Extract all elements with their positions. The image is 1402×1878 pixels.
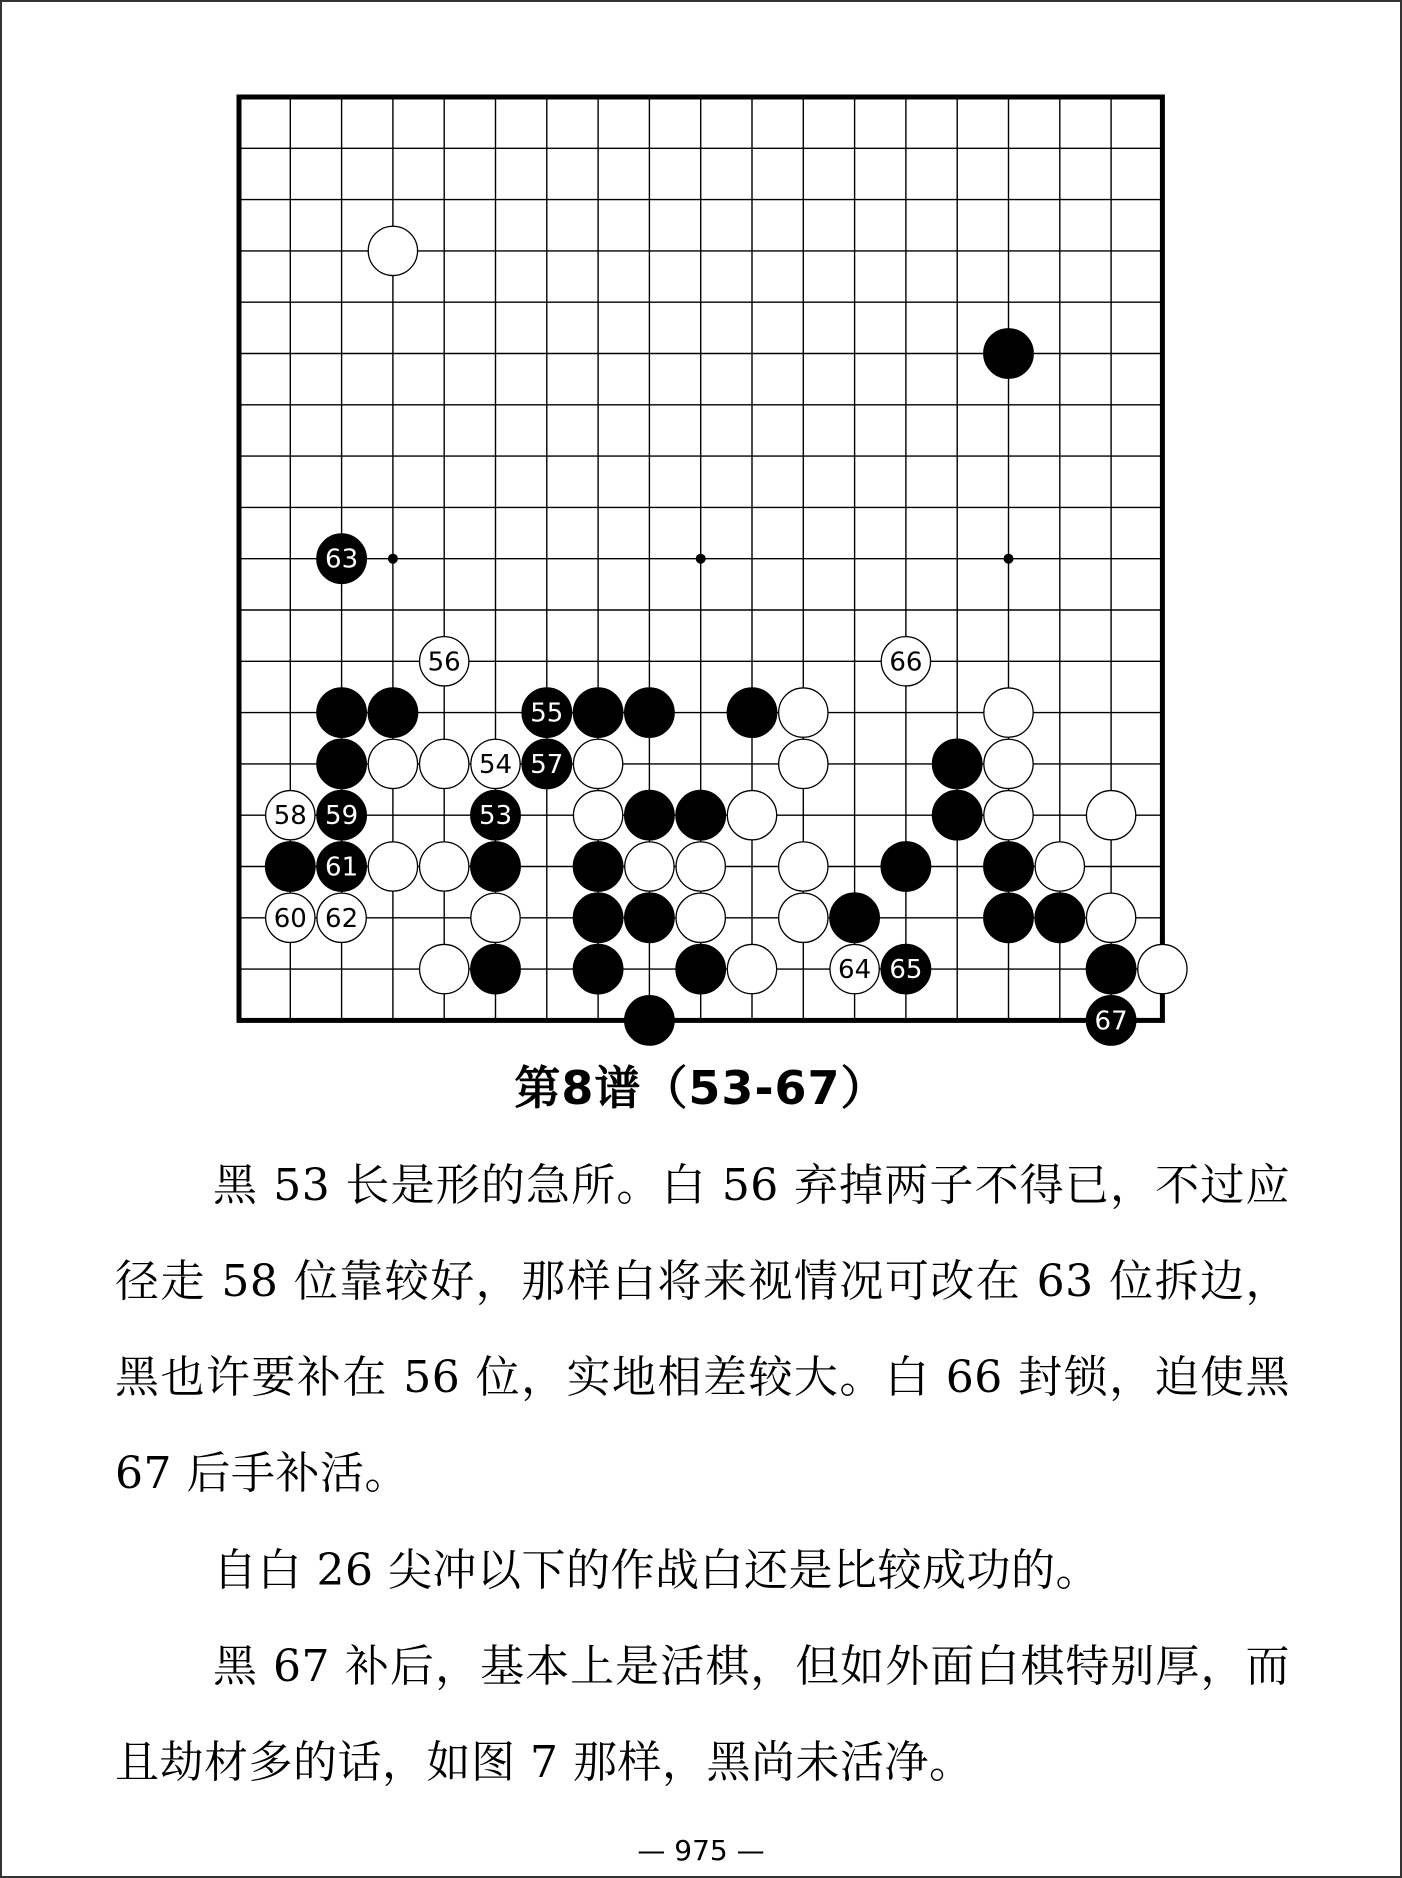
white-stone — [779, 893, 828, 942]
white-stone — [727, 791, 776, 840]
black-stone — [676, 791, 725, 840]
paragraph-2: 自白 26 尖冲以下的作战白还是比较成功的。 — [213, 1545, 1100, 1596]
black-stone — [573, 944, 622, 993]
stone-move-number: 62 — [325, 903, 359, 934]
white-stone — [676, 842, 725, 891]
white-stone — [779, 739, 828, 788]
stone-move-number: 60 — [273, 903, 307, 934]
white-stone — [1138, 944, 1187, 993]
white-stone — [1086, 893, 1135, 942]
white-stone — [779, 688, 828, 737]
white-stone — [676, 893, 725, 942]
stone-move-number: 56 — [427, 647, 461, 678]
stone-move-number: 67 — [1094, 1006, 1128, 1037]
black-stone — [573, 688, 622, 737]
black-stone — [625, 996, 674, 1045]
white-stone — [727, 944, 776, 993]
black-stone — [984, 842, 1033, 891]
hoshi-point — [388, 554, 398, 564]
black-stone — [881, 842, 930, 891]
black-stone — [625, 791, 674, 840]
black-stone — [368, 688, 417, 737]
paragraph-1: 黑 53 长是形的急所。白 56 弃掉两子不得已，不过应径走 58 位靠较好，那样白将来视情况可改在 63 位拆边，黑也许要补在 56 位，实地相差较大。白 66 封锁，迫使黑 67 后手补活。 — [115, 1160, 1290, 1499]
white-stone — [420, 842, 469, 891]
black-stone — [266, 842, 315, 891]
white-stone — [984, 739, 1033, 788]
black-stone — [625, 688, 674, 737]
stone-move-number: 55 — [530, 698, 564, 729]
white-stone — [368, 842, 417, 891]
black-stone — [625, 893, 674, 942]
white-stone — [573, 791, 622, 840]
white-stone — [779, 842, 828, 891]
stone-move-number: 58 — [273, 801, 307, 832]
white-stone — [471, 893, 520, 942]
white-stone — [573, 739, 622, 788]
stone-move-number: 59 — [325, 801, 359, 832]
black-stone — [830, 893, 879, 942]
diagram-caption: 第8谱（53-67） — [514, 1061, 888, 1115]
white-stone — [1035, 842, 1084, 891]
white-stone — [625, 842, 674, 891]
black-stone — [676, 944, 725, 993]
white-stone — [420, 739, 469, 788]
black-stone — [1035, 893, 1084, 942]
white-stone — [368, 739, 417, 788]
hoshi-point — [696, 554, 706, 564]
white-stone — [984, 688, 1033, 737]
stone-move-number: 63 — [325, 544, 359, 575]
white-stone — [368, 226, 417, 275]
black-stone — [727, 688, 776, 737]
hoshi-point — [1004, 554, 1014, 564]
black-stone — [471, 842, 520, 891]
black-stone — [573, 842, 622, 891]
black-stone — [984, 893, 1033, 942]
black-stone — [1086, 944, 1135, 993]
page-number: — 975 — — [637, 1834, 765, 1867]
stone-move-number: 53 — [478, 801, 513, 832]
white-stone — [1086, 791, 1135, 840]
black-stone — [317, 688, 366, 737]
stone-move-number: 61 — [325, 852, 359, 883]
black-stone — [984, 329, 1033, 378]
white-stone — [984, 791, 1033, 840]
black-stone — [933, 739, 982, 788]
white-stone — [420, 944, 469, 993]
black-stone — [317, 739, 366, 788]
stone-move-number: 54 — [478, 749, 513, 780]
paragraph-3: 黑 67 补后，基本上是活棋，但如外面白棋特别厚，而且劫材多的话，如图 7 那样，黑尚未活净。 — [115, 1641, 1290, 1788]
black-stone — [573, 893, 622, 942]
stone-move-number: 66 — [889, 647, 923, 678]
black-stone — [933, 791, 982, 840]
stone-move-number: 57 — [530, 749, 564, 780]
stone-move-number: 65 — [889, 955, 923, 986]
black-stone — [471, 944, 520, 993]
stone-move-number: 64 — [838, 955, 872, 986]
